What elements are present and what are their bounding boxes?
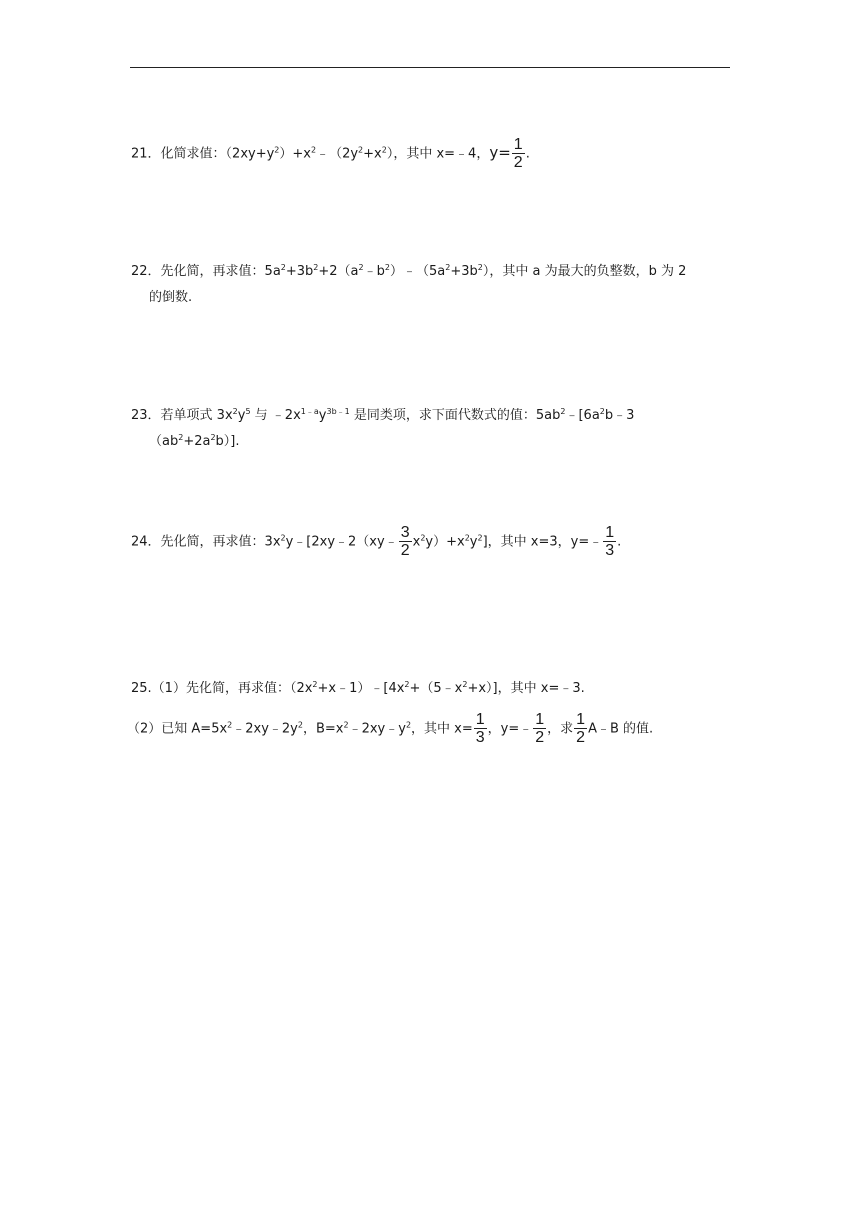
text: ﹣[6a <box>565 408 600 423</box>
text: 的倒数. <box>149 290 193 305</box>
text: 是同类项，求下面代数式的值：5ab <box>353 408 561 423</box>
fraction-x-one-third <box>474 713 487 745</box>
superscript: 2 <box>477 263 483 272</box>
text: ）+x <box>279 146 311 162</box>
text: ﹣b <box>363 264 385 279</box>
superscript: 2 <box>404 680 410 689</box>
text: ，求 <box>547 721 574 737</box>
denominator: 2 <box>576 729 586 746</box>
text: +x﹣1）﹣[4x <box>317 681 405 696</box>
text: b﹣3 <box>604 408 635 423</box>
problem-23-line-2 <box>131 429 731 455</box>
superscript: 2 <box>358 145 364 155</box>
fraction-a-one-half <box>574 713 587 745</box>
superscript: 2 <box>280 263 286 272</box>
text: ﹣2xy﹣2y <box>232 721 298 737</box>
superscript: 2 <box>310 145 317 155</box>
text: +3b <box>285 264 314 279</box>
text: +3b <box>450 264 478 279</box>
superscript: 2 <box>405 720 412 730</box>
numerator: 3 <box>400 524 410 541</box>
denominator: 3 <box>475 729 485 746</box>
problem-23 <box>131 403 731 455</box>
superscript: 2 <box>560 407 566 416</box>
text: 22．先化简，再求值：5a <box>131 264 281 279</box>
text: x <box>412 534 421 550</box>
problem-25-part-1 <box>131 676 731 702</box>
numerator: 1 <box>513 136 523 153</box>
fraction-three-halves <box>399 526 412 558</box>
superscript: 2 <box>343 720 349 730</box>
denominator: 2 <box>535 729 545 746</box>
superscript: 2 <box>274 145 280 155</box>
text: （2）已知 A=5x <box>127 721 228 737</box>
text: 25.（1）先化简，再求值：（2x <box>131 681 313 696</box>
denominator: 3 <box>605 542 615 559</box>
problem-22 <box>131 259 731 311</box>
denominator: 2 <box>513 154 523 171</box>
problem-24 <box>131 526 731 558</box>
text: b）]. <box>215 434 240 449</box>
numerator: 1 <box>535 711 545 728</box>
y-label: y= <box>489 143 511 162</box>
text: y﹣[2xy﹣2（xy﹣ <box>285 534 398 550</box>
text: y <box>469 534 478 550</box>
numerator: 1 <box>576 711 586 728</box>
fraction-y-one-half <box>533 713 546 745</box>
superscript: 1﹣a <box>300 407 319 416</box>
text: ），其中 a 为最大的负整数，b 为 2 <box>482 264 687 279</box>
text: 与 ﹣2x <box>254 408 301 423</box>
text: （ab <box>149 434 179 449</box>
text: +（5﹣x <box>409 681 463 696</box>
text: y <box>318 408 327 423</box>
fraction-one-half <box>512 138 525 170</box>
text: y）+x <box>425 534 465 550</box>
superscript: 2 <box>462 680 468 689</box>
text: 24．先化简，再求值：3x <box>131 534 281 550</box>
text: ，其中 x= <box>411 721 473 737</box>
header-rule <box>130 67 730 68</box>
problem-25-part-2 <box>127 713 727 745</box>
text: . <box>525 146 530 162</box>
text: +x）]，其中 x=﹣3. <box>467 681 585 696</box>
text: ）﹣（5a <box>389 264 446 279</box>
text: . <box>617 534 622 550</box>
superscript: 2 <box>280 533 286 543</box>
superscript: 2 <box>178 433 184 442</box>
text: ﹣（2y <box>316 146 359 162</box>
superscript: 2 <box>210 433 216 442</box>
numerator: 1 <box>605 524 615 541</box>
superscript: 2 <box>477 533 483 543</box>
text: 21．化简求值：（2xy+y <box>131 146 275 162</box>
superscript: 5 <box>245 407 251 416</box>
problem-25 <box>131 676 731 702</box>
problem-22-line-2 <box>131 285 731 311</box>
superscript: 2 <box>358 263 364 272</box>
superscript: 2 <box>297 720 303 730</box>
superscript: 2 <box>312 680 318 689</box>
text: +2a <box>183 434 211 449</box>
text: ，y=﹣ <box>487 721 533 737</box>
text: ），其中 x=﹣4， <box>386 146 490 162</box>
superscript: 2 <box>464 533 470 543</box>
text: +x <box>363 146 382 162</box>
problem-23-line-1 <box>131 403 731 429</box>
superscript: 3b﹣1 <box>326 407 350 416</box>
numerator: 1 <box>475 711 485 728</box>
problem-21 <box>131 138 731 170</box>
superscript: 2 <box>599 407 605 416</box>
text: ﹣2xy﹣y <box>348 721 406 737</box>
superscript: 2 <box>232 407 238 416</box>
fraction-one-third <box>603 526 616 558</box>
text: ]，其中 x=3，y=﹣ <box>482 534 603 550</box>
superscript: 2 <box>313 263 319 272</box>
text: y <box>237 408 246 423</box>
superscript: 2 <box>384 263 390 272</box>
text: +2（a <box>318 264 359 279</box>
text: 23．若单项式 3x <box>131 408 233 423</box>
superscript: 2 <box>381 145 387 155</box>
superscript: 2 <box>420 533 426 543</box>
superscript: 2 <box>227 720 233 730</box>
superscript: 2 <box>445 263 451 272</box>
text: A﹣B 的值. <box>588 721 654 737</box>
text: ，B=x <box>302 721 344 737</box>
denominator: 2 <box>400 542 410 559</box>
problem-22-line-1 <box>131 259 731 285</box>
